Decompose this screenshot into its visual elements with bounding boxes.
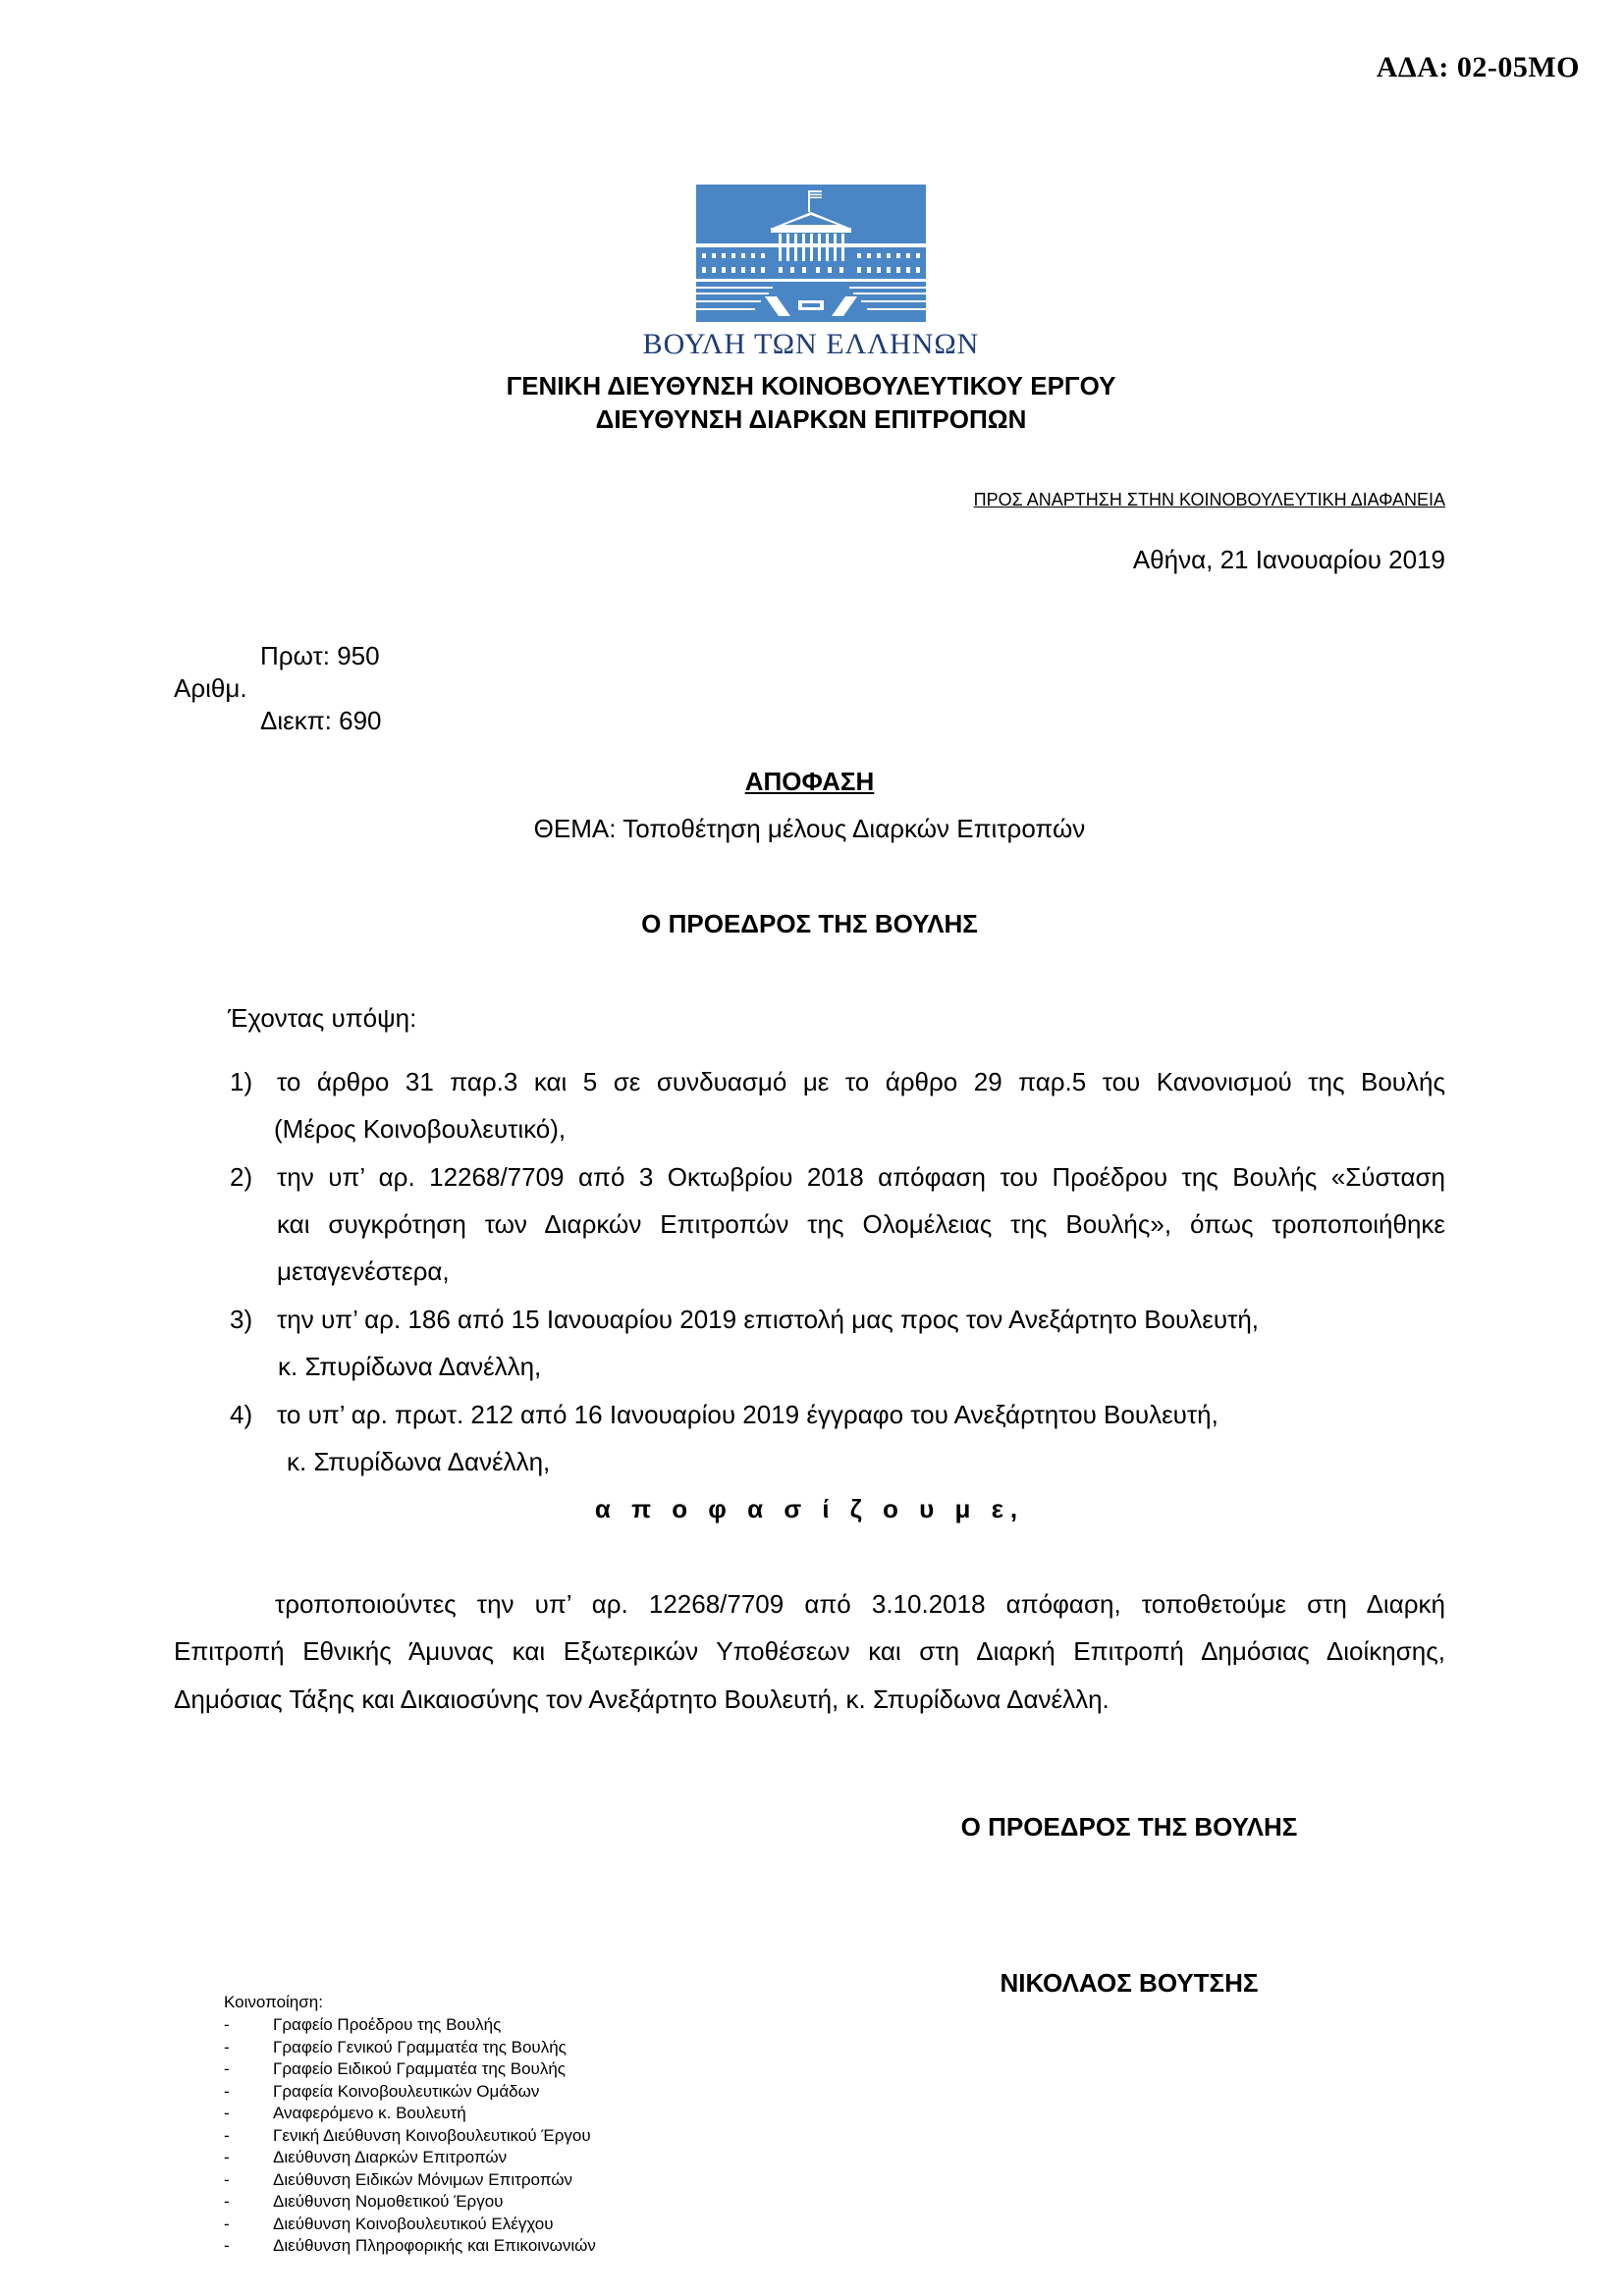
directorate: ΔΙΕΥΘΥΝΣΗ ΔΙΑΡΚΩΝ ΕΠΙΤΡΟΠΩΝ [595, 404, 1027, 434]
item-text-line: κ. Σπυρίδωνα Δανέλλη, [287, 1447, 551, 1476]
decision-subject: ΘΕΜΑ: Τοποθέτηση μέλους Διαρκών Επιτροπών [533, 814, 1086, 843]
cc-item: - Διεύθυνση Ειδικών Μόνιμων Επιτροπών [224, 2169, 572, 2189]
decision-body-line: τροποποιούντες την υπ’ αρ. 12268/7709 από 3.10.2018 απόφαση, τοποθετούμε στη Διαρκή [275, 1589, 1445, 1619]
considering-label: Έχοντας υπόψη: [228, 1003, 417, 1033]
signature-name: ΝΙΚΟΛΑΟΣ ΒΟΥΤΣΗΣ [1000, 1968, 1259, 1998]
item-number: 3) [230, 1305, 253, 1334]
posting-note: ΠΡΟΣ ΑΝΑΡΤΗΣΗ ΣΤΗΝ ΚΟΙΝΟΒΟΥΛΕΥΤΙΚΗ ΔΙΑΦΑΝΕΙΑ [973, 490, 1445, 509]
decision-title: ΑΠΟΦΑΣΗ [744, 767, 875, 796]
decide-heading: α π ο φ α σ ί ζ ο υ μ ε, [594, 1494, 1025, 1523]
cc-item: - Διεύθυνση Κοινοβουλευτικού Ελέγχου [224, 2214, 554, 2233]
signature-title: Ο ΠΡΟΕΔΡΟΣ ΤΗΣ ΒΟΥΛΗΣ [960, 1812, 1298, 1842]
item-text-line: το άρθρο 31 παρ.3 και 5 σε συνδυασμό με το άρθρο 29 παρ.5 του Κανονισμού της Βουλής [277, 1067, 1445, 1096]
cc-list [224, 2014, 596, 2258]
cc-item: - Αναφερόμενο κ. Βουλευτή [224, 2104, 466, 2122]
protocol-number: Πρωτ: 950 [260, 641, 380, 670]
item-text-line: και συγκρότηση των Διαρκών Επιτροπών της Ολομέλειας της Βουλής», όπως τροποποιήθηκε [277, 1209, 1445, 1239]
item-number: 4) [230, 1400, 253, 1429]
cc-item: - Γραφείο Γενικού Γραμματέα της Βουλής [224, 2037, 567, 2056]
cc-item: - Διεύθυνση Πληροφορικής και Επικοινωνιών [224, 2236, 596, 2255]
item-text-line: το υπ’ αρ. πρωτ. 212 από 16 Ιανουαρίου 2019 έγγραφο του Ανεξάρτητου Βουλευτή, [277, 1400, 1218, 1429]
issuer-heading: Ο ΠΡΟΕΔΡΟΣ ΤΗΣ ΒΟΥΛΗΣ [641, 909, 978, 938]
dispatch-number: Διεκπ: 690 [260, 706, 382, 735]
document-date: Αθήνα, 21 Ιανουαρίου 2019 [1132, 545, 1445, 574]
cc-title: Κοινοποίηση: [224, 1993, 323, 2011]
cc-item: - Γενική Διεύθυνση Κοινοβουλευτικού Έργου [224, 2125, 591, 2145]
decision-body-line: Δημόσιας Τάξης και Δικαιοσύνης τον Ανεξάρτητο Βουλευτή, κ. Σπυρίδωνα Δανέλλη. [174, 1684, 1110, 1714]
cc-item: - Γραφεία Κοινοβουλευτικών Ομάδων [224, 2081, 540, 2101]
item-number: 1) [230, 1067, 253, 1096]
logo-caption: ΒΟΥΛΗ ΤΩΝ ΕΛΛΗΝΩΝ [642, 328, 980, 360]
cc-item: - Γραφείο Ειδικού Γραμματέα της Βουλής [224, 2059, 566, 2078]
item-text-line: την υπ’ αρ. 186 από 15 Ιανουαρίου 2019 επιστολή μας προς τον Ανεξάρτητο Βουλευτή, [277, 1305, 1260, 1334]
general-directorate: ΓΕΝΙΚΗ ΔΙΕΥΘΥΝΣΗ ΚΟΙΝΟΒΟΥΛΕΥΤΙΚΟΥ ΕΡΓΟΥ [506, 371, 1116, 400]
number-label: Αριθμ. [174, 673, 247, 703]
item-text-line: κ. Σπυρίδωνα Δανέλλη, [278, 1352, 542, 1381]
item-text-line: την υπ’ αρ. 12268/7709 από 3 Οκτωβρίου 2018 απόφαση του Προέδρου της Βουλής «Σύσταση [277, 1162, 1445, 1192]
cc-item: - Διεύθυνση Νομοθετικού Έργου [224, 2192, 504, 2211]
parliament-logo [696, 185, 926, 322]
item-text-line: (Μέρος Κοινοβουλευτικό), [274, 1114, 567, 1144]
cc-item: - Διεύθυνση Διαρκών Επιτροπών [224, 2148, 508, 2166]
decision-body-line: Επιτροπή Εθνικής Άμυνας και Εξωτερικών Υποθέσεων και στη Διαρκή Επιτροπή Δημόσιας Διοίκησης, [174, 1636, 1445, 1666]
cc-item: - Γραφείο Προέδρου της Βουλής [224, 2015, 502, 2034]
item-number: 2) [230, 1162, 253, 1192]
ada-code: ΑΔΑ: 02-05ΜΟ [1376, 51, 1580, 83]
item-text-line: μεταγενέστερα, [277, 1256, 450, 1286]
